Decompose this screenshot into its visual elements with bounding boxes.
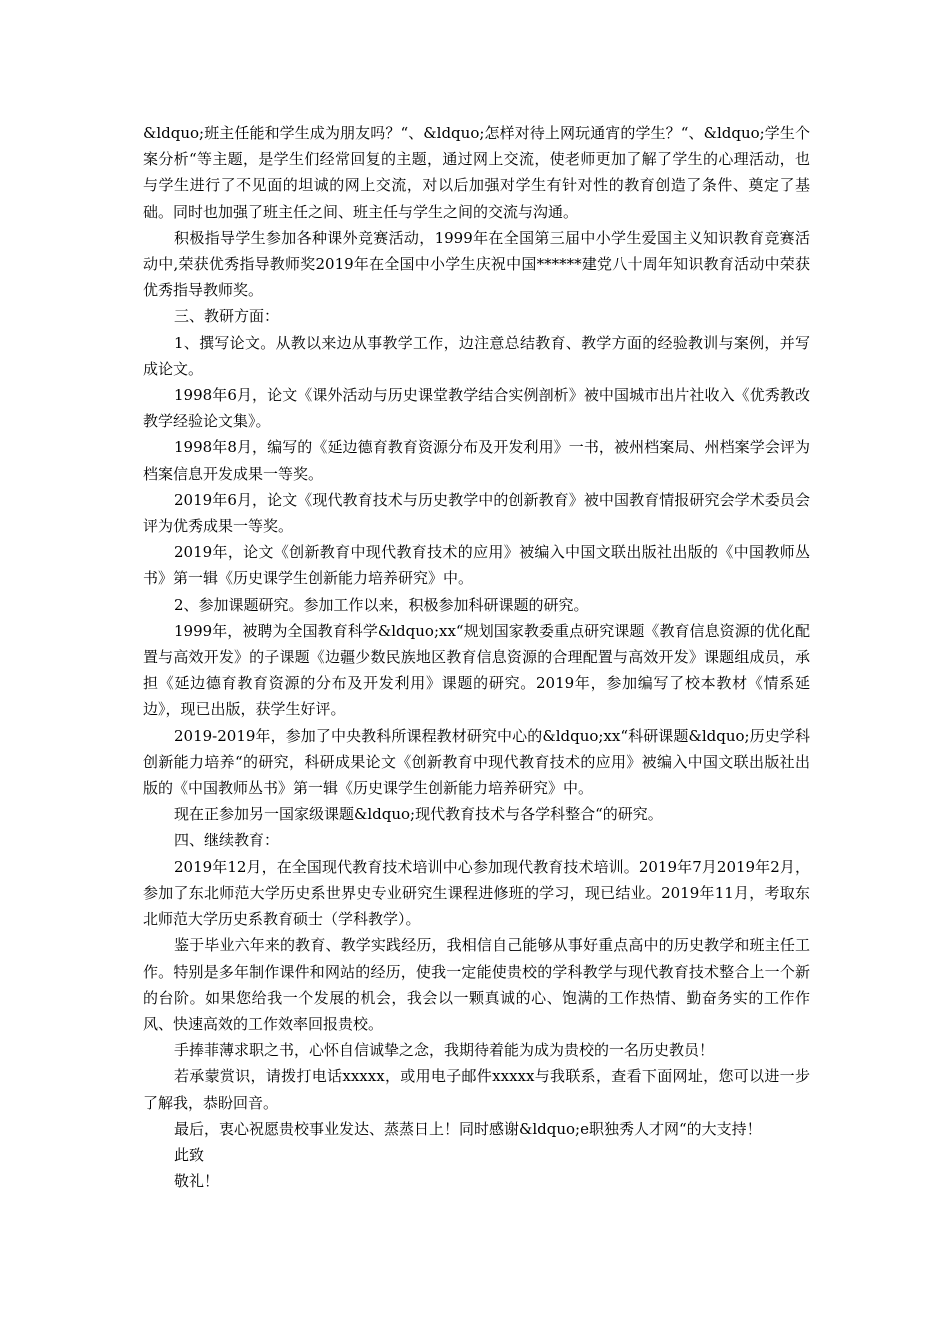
- paragraph-research-projects: 2、参加课题研究。参加工作以来，积极参加科研课题的研究。: [174, 595, 589, 614]
- section-heading-research: 三、教研方面：: [174, 307, 280, 326]
- paragraph-competition-guidance: 积极指导学生参加各种课外竞赛活动，1999年在全国第三届中小学生爱国主义知识教育竞赛活动中,荣获优秀指导教师奖2019年在全国中小学生庆祝中国******建党八十周年知识教育活动中荣获优秀指导教师奖。: [143, 228, 810, 300]
- closing-salutation: 此致: [174, 1145, 205, 1164]
- paragraph-paper-2019: 2019年，论文《创新教育中现代教育技术的应用》被编入中国文联出版社出版的《中国教师丛书》第一辑《历史课学生创新能力培养研究》中。: [143, 543, 810, 588]
- paragraph-online-exchange: &ldquo;班主任能和学生成为朋友吗？“、&ldquo;怎样对待上网玩通宵的学生？“、&ldquo;学生个案分析“等主题，是学生们经常回复的主题，通过网上交流，使老师更加了解了学生的心理活动，也与学生进行了不见面的坦诚的网上交流，对以后加强对学生有针对性的教育创造了条件、奠定了基础。同时也加强了班主任之间、班主任与学生之间的交流与沟通。: [143, 124, 810, 221]
- document-body: [143, 120, 810, 1194]
- paragraph-writing-papers: 1、撰写论文。从教以来边从事教学工作，边注意总结教育、教学方面的经验教训与案例，并写成论文。: [143, 333, 810, 378]
- paragraph-paper-2019-june: 2019年6月，论文《现代教育技术与历史教学中的创新教育》被中国教育情报研究会学术委员会评为优秀成果一等奖。: [143, 490, 810, 536]
- closing-regards: 敬礼！: [174, 1172, 220, 1191]
- paragraph-project-2019: 2019-2019年，参加了中央教科所课程教材研究中心的&ldquo;xx“科研课题&ldquo;历史学科创新能力培养“的研究，科研成果论文《创新教育中现代教育技术的应用》被编入中国文联出版社出版的《中国教师丛书》第一辑《历史课学生创新能力培养研究》中。: [143, 726, 810, 798]
- paragraph-book-1998-august: 1998年8月，编写的《延边德育教育资源分布及开发利用》一书，被州档案局、州档案学会评为档案信息开发成果一等奖。: [143, 438, 810, 483]
- paragraph-paper-1998-june: 1998年6月，论文《课外活动与历史课堂教学结合实例剖析》被中国城市出片社收入《优秀教改教学经验论文集》。: [143, 386, 810, 431]
- paragraph-project-1999: 1999年，被聘为全国教育科学&ldquo;xx“规划国家教委重点研究课题《教育信息资源的优化配置与高效开发》的子课题《边疆少数民族地区教育信息资源的合理配置与高效开发》课题组成员，承担《延边德育教育资源的分布及开发利用》课题的研究。2019年，参加编写了校本教材《情系延边》，现已出版，获学生好评。: [143, 621, 810, 719]
- paragraph-expectation: 手捧菲薄求职之书，心怀自信诚挚之念，我期待着能为成为贵校的一名历史教员！: [174, 1041, 715, 1060]
- paragraph-closing-wishes: 最后，衷心祝愿贵校事业发达、蒸蒸日上！同时感谢&ldquo;e职独秀人才网“的大支持！: [174, 1119, 762, 1138]
- paragraph-self-assessment: 鉴于毕业六年来的教育、教学实践经历，我相信自己能够从事好重点高中的历史教学和班主任工作。特别是多年制作课件和网站的经历，使我一定能使贵校的学科教学与现代教育技术整合上一个新的台阶。如果您给我一个发展的机会，我会以一颗真诚的心、饱满的工作热情、勤奋务实的工作作风、快速高效的工作效率回报贵校。: [143, 936, 810, 1033]
- paragraph-current-project: 现在正参加另一国家级课题&ldquo;现代教育技术与各学科整合“的研究。: [174, 805, 663, 824]
- paragraph-training: 2019年12月，在全国现代教育技术培训中心参加现代教育技术培训。2019年7月2019年2月，参加了东北师范大学历史系世界史专业研究生课程进修班的学习，现已结业。2019年11月，考取东北师范大学历史系教育硕士（学科教学）。: [143, 857, 810, 929]
- section-heading-continuing-education: 四、继续教育：: [174, 831, 280, 850]
- paragraph-contact: 若承蒙赏识，请拨打电话xxxxx，或用电子邮件xxxxx与我联系，查看下面网址，您可以进一步了解我，恭盼回音。: [143, 1067, 810, 1112]
